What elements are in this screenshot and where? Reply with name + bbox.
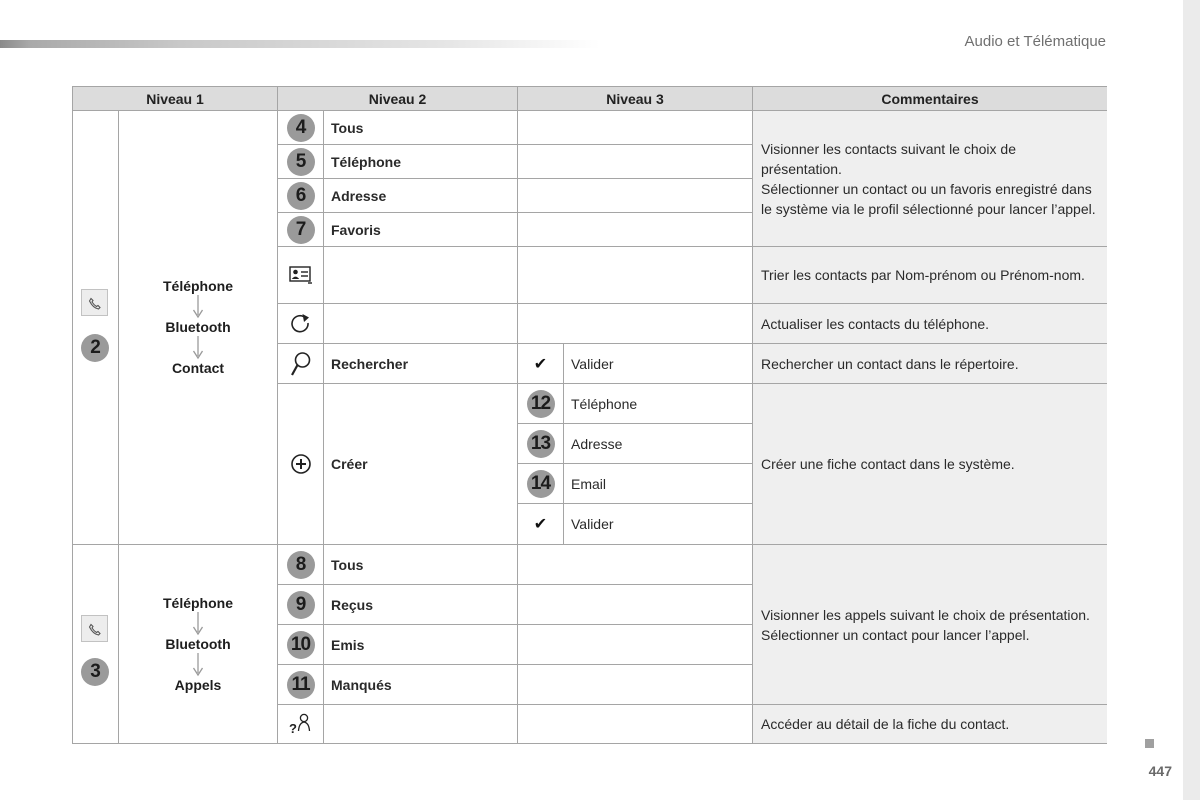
- path-step-bluetooth: Bluetooth: [165, 319, 231, 335]
- level2-item-creer: Créer: [324, 384, 518, 545]
- step-badge: 4: [287, 114, 315, 142]
- contact-card-sort-icon: [289, 266, 313, 284]
- level2-item-recus: Reçus: [324, 585, 518, 625]
- level3-badge-cell: [518, 464, 564, 504]
- level2-icon-cell: [278, 247, 324, 304]
- level2-icon-cell: [278, 705, 324, 743]
- level2-badge-cell: [278, 145, 324, 179]
- comment-refresh: Actualiser les contacts du téléphone.: [753, 304, 1107, 344]
- step-badge: 14: [527, 470, 555, 498]
- level2-badge-cell: [278, 213, 324, 247]
- step-badge: 13: [527, 430, 555, 458]
- level3-item-valider: Valider: [564, 344, 753, 384]
- contact-detail-icon: [288, 712, 314, 736]
- menu-path: [119, 595, 277, 693]
- level2-badge-cell: [278, 585, 324, 625]
- level2-item-rechercher: Rechercher: [324, 344, 518, 384]
- comment-list-calls: Visionner les appels suivant le choix de présentation. Sélectionner un contact pour lancer l’appel.: [753, 545, 1107, 705]
- level2-item-refresh: [324, 304, 518, 344]
- level3-item-adresse: Adresse: [564, 424, 753, 464]
- level3-empty: [518, 145, 753, 179]
- level3-badge-cell: [518, 424, 564, 464]
- plus-circle-icon: [290, 453, 312, 475]
- level2-icon-cell: [278, 304, 324, 344]
- svg-text:?: ?: [288, 721, 297, 736]
- column-header-niveau-1: Niveau 1: [73, 87, 278, 111]
- level3-icon-cell: [518, 344, 564, 384]
- level2-item-favoris: Favoris: [324, 213, 518, 247]
- level2-item-sort: [324, 247, 518, 304]
- step-badge: 6: [287, 182, 315, 210]
- header-gradient-bar: [0, 40, 600, 48]
- level2-item-manques: Manqués: [324, 665, 518, 705]
- level3-empty: [518, 625, 753, 665]
- level2-badge-cell: [278, 665, 324, 705]
- page-number: 447: [1148, 763, 1172, 779]
- level3-badge-cell: [518, 384, 564, 424]
- level3-empty: [518, 247, 753, 304]
- page-edge-strip: [1183, 0, 1200, 800]
- path-step-bluetooth: Bluetooth: [165, 636, 231, 652]
- level3-icon-cell: [518, 504, 564, 545]
- level2-badge-cell: [278, 179, 324, 213]
- step-badge: 12: [527, 390, 555, 418]
- step-badge: 11: [287, 671, 315, 699]
- level3-item-email: Email: [564, 464, 753, 504]
- path-step-contact: Contact: [171, 360, 225, 376]
- level2-icon-cell: [278, 384, 324, 545]
- level3-empty: [518, 545, 753, 585]
- step-badge: 10: [287, 631, 315, 659]
- column-header-niveau-2: Niveau 2: [278, 87, 518, 111]
- step-badge: 8: [287, 551, 315, 579]
- level3-item-telephone: Téléphone: [564, 384, 753, 424]
- level3-empty: [518, 665, 753, 705]
- path-step-telephone: Téléphone: [162, 278, 233, 294]
- arrow-down-icon: [192, 335, 204, 360]
- step-badge: 5: [287, 148, 315, 176]
- column-header-niveau-3: Niveau 3: [518, 87, 753, 111]
- comment-search: Rechercher un contact dans le répertoire.: [753, 344, 1107, 384]
- group-calls-path-cell: [119, 545, 278, 743]
- level3-item-valider: Valider: [564, 504, 753, 545]
- level2-item-emis: Emis: [324, 625, 518, 665]
- page-corner-mark: [1145, 739, 1154, 748]
- column-header-commentaires: Commentaires: [753, 87, 1107, 111]
- level2-item-tous: Tous: [324, 111, 518, 145]
- phone-icon: [81, 289, 108, 316]
- path-step-appels: Appels: [174, 677, 222, 693]
- comment-list-contacts: Visionner les contacts suivant le choix de présentation. Sélectionner un contact ou un favoris enregistré dans le système via le profil sélectionné pour lancer l’appel.: [753, 111, 1107, 247]
- level3-empty: [518, 585, 753, 625]
- comment-sort: Trier les contacts par Nom-prénom ou Prénom-nom.: [753, 247, 1107, 304]
- level2-item-tous: Tous: [324, 545, 518, 585]
- search-icon: [290, 351, 312, 377]
- level2-badge-cell: [278, 111, 324, 145]
- checkmark-icon: ✔: [533, 516, 548, 533]
- level2-icon-cell: [278, 344, 324, 384]
- menu-table: [72, 86, 1107, 744]
- level3-empty: [518, 705, 753, 743]
- level2-item-telephone: Téléphone: [324, 145, 518, 179]
- path-step-telephone: Téléphone: [162, 595, 233, 611]
- refresh-icon: [289, 313, 313, 335]
- group-calls-icon-cell: [73, 545, 119, 743]
- checkmark-icon: ✔: [533, 355, 548, 373]
- step-badge: 3: [81, 658, 109, 686]
- comment-detail: Accéder au détail de la fiche du contact.: [753, 705, 1107, 743]
- arrow-down-icon: [192, 611, 204, 636]
- group-contacts-path-cell: [119, 111, 278, 545]
- arrow-down-icon: [192, 294, 204, 319]
- group-contacts-icon-cell: [73, 111, 119, 545]
- arrow-down-icon: [192, 652, 204, 677]
- level2-badge-cell: [278, 625, 324, 665]
- step-badge: 9: [287, 591, 315, 619]
- menu-path: [119, 278, 277, 376]
- level3-empty: [518, 304, 753, 344]
- level2-item-detail: [324, 705, 518, 743]
- phone-icon: [81, 615, 108, 642]
- section-title: Audio et Télématique: [964, 33, 1106, 50]
- step-badge: 2: [81, 334, 109, 362]
- level3-empty: [518, 179, 753, 213]
- level3-empty: [518, 111, 753, 145]
- comment-create: Créer une fiche contact dans le système.: [753, 384, 1107, 545]
- level2-item-adresse: Adresse: [324, 179, 518, 213]
- level2-badge-cell: [278, 545, 324, 585]
- step-badge: 7: [287, 216, 315, 244]
- level3-empty: [518, 213, 753, 247]
